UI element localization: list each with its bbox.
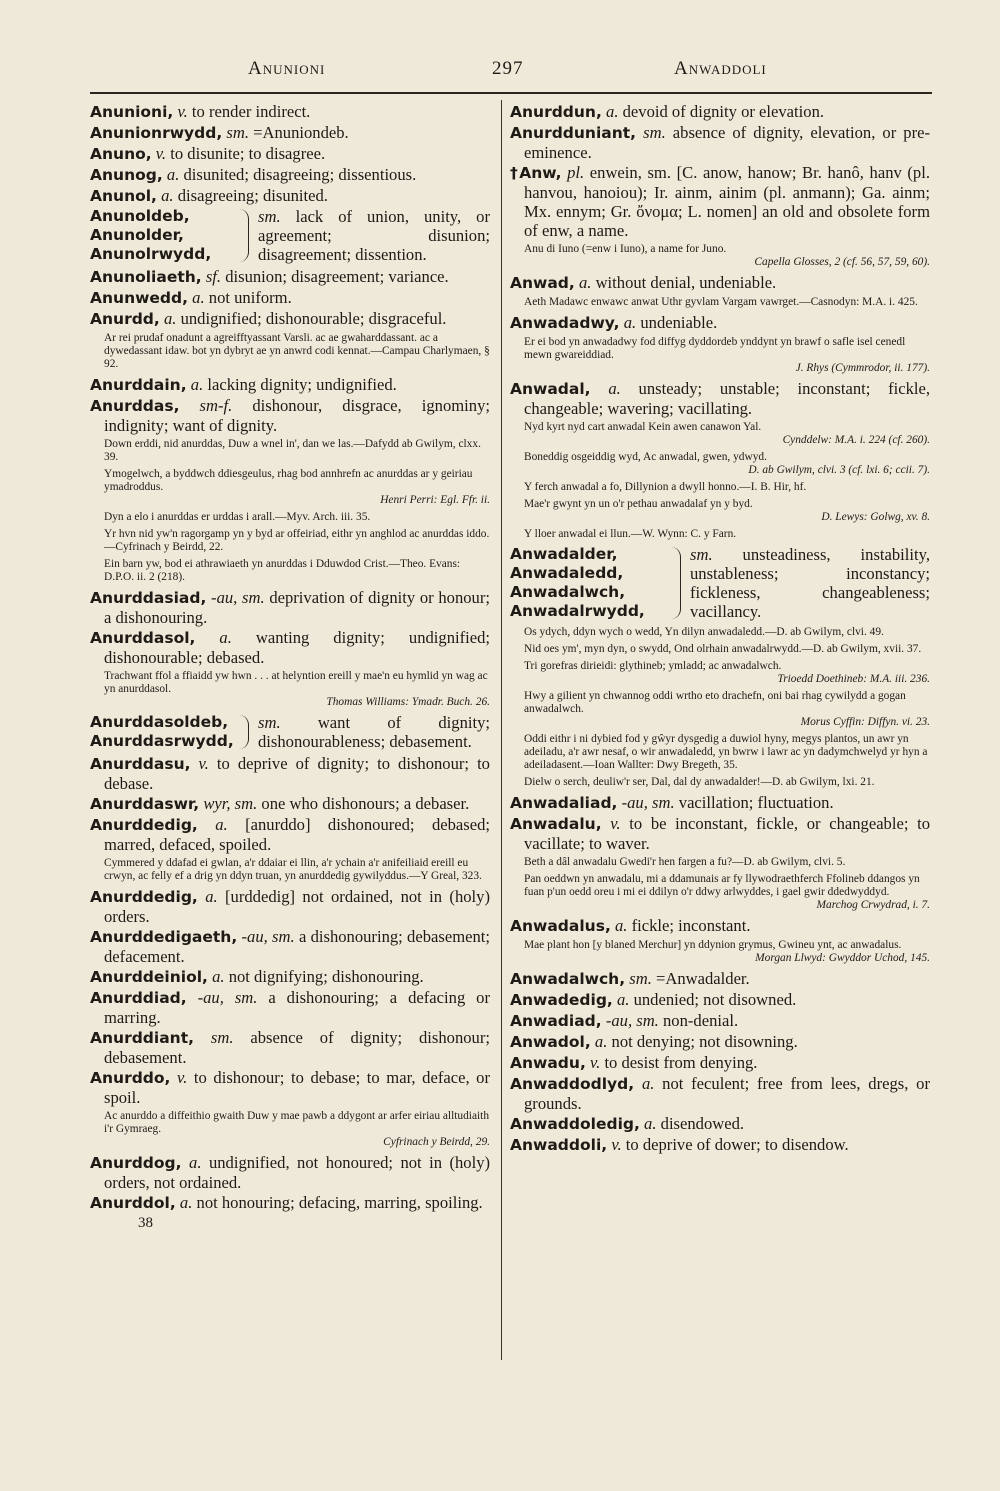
entry-part-of-speech: v.	[610, 814, 621, 833]
entry-part-of-speech: a.	[614, 916, 628, 935]
entry-part-of-speech: a.	[578, 273, 592, 292]
entry-citation	[104, 558, 490, 584]
entry-group	[510, 545, 930, 623]
page-footer-number: 38	[138, 1215, 153, 1231]
entry-definition: not honouring; defacing, marring, spoiling.	[196, 1193, 483, 1212]
entry-definition: [urddedig] not ordained, not in (holy) orders.	[104, 887, 490, 926]
entry-headword: Anunionrwydd,	[90, 124, 223, 142]
entry-headword: Anurddasoldeb,	[90, 713, 229, 731]
citation-text: Mae'r gwynt yn un o'r pethau anwadalaf yn y byd.	[524, 498, 753, 510]
dictionary-entry	[510, 990, 930, 1010]
dictionary-entry	[90, 967, 490, 987]
entry-headword: Anwadol,	[510, 1033, 591, 1051]
entry-definition: enwein, sm. [C. anow, hanow; Br. hanô, hanv (pl. hanvou, hanoiou); Ir. ainm, ainim (pl. anmann); Ga. ainm; Mx. ennym; Gr. ὄνομα; L. nomen] an old and obsolete form of enw, a name.	[524, 163, 930, 240]
entry-definition: fickle; inconstant.	[631, 916, 751, 935]
entry-part-of-speech: sm.	[690, 545, 713, 564]
entry-part-of-speech: a.	[212, 967, 225, 986]
dictionary-entry	[90, 165, 490, 185]
citation-text: Ar rei prudaf onadunt a agreifftyassant Varsli. ac ae gwaharddassant. ac a dywedassant idaw. bot yn dybryt ae yn anwrd codi kennat.—Campau Charlymaen, § 92.	[104, 332, 490, 370]
entry-headword: Anurdduniant,	[510, 124, 637, 142]
entry-part-of-speech: a.	[644, 1114, 657, 1133]
entry-citation	[104, 468, 490, 507]
entry-part-of-speech: a.	[163, 309, 177, 328]
column-divider	[501, 100, 502, 1360]
entry-part-of-speech: a.	[608, 379, 621, 398]
entry-citation	[104, 511, 490, 524]
entry-definition: vacillation; fluctuation.	[678, 793, 834, 812]
entry-definition: not denying; not disowning.	[611, 1032, 798, 1051]
entry-definition: absence of dignity; dishonour; debasement.	[104, 1028, 490, 1067]
dictionary-entry	[510, 1114, 930, 1134]
entry-definition: not feculent; free from lees, dregs, or grounds.	[524, 1074, 930, 1113]
entry-headword: Anwad,	[510, 274, 575, 292]
citation-source: Cynddelw: M.A. i. 224 (cf. 260).	[782, 434, 930, 446]
entry-citation	[524, 856, 930, 869]
citation-text: Dielw o serch, deuliw'r ser, Dal, dal dy anwadalder!—D. ab Gwilym, lxi. 21.	[524, 776, 875, 788]
citation-source: Cyfrinach y Beirdd, 29.	[383, 1136, 490, 1148]
citation-text: Os ydych, ddyn wych o wedd, Yn dilyn anwadaledd.—D. ab Gwilym, clvi. 49.	[524, 626, 884, 638]
entry-part-of-speech: a.	[219, 628, 232, 647]
dictionary-entry	[90, 123, 490, 143]
entry-definition: to desist from denying.	[604, 1053, 758, 1072]
entry-headword: Anurddedig,	[90, 816, 198, 834]
entry-headword: Anurddedig,	[90, 888, 198, 906]
citation-text: Ein barn yw, bod ei athrawiaeth yn anurddas i Dduwdod Crist.—Theo. Evans: D.P.O. ii. 2 (218).	[104, 558, 461, 583]
dictionary-entry	[510, 1053, 930, 1073]
entry-definition: devoid of dignity or elevation.	[622, 102, 825, 121]
citation-text: Beth a dâl anwadalu Gwedi'r hen fargen a fu?—D. ab Gwilym, clvi. 5.	[524, 856, 846, 868]
citation-source: D. Lewys: Golwg, xv. 8.	[821, 511, 930, 523]
citation-text: Y lloer anwadal ei llun.—W. Wynn: C. y Farn.	[524, 528, 737, 540]
dictionary-entry	[90, 754, 490, 793]
dictionary-entry	[90, 815, 490, 854]
entry-part-of-speech: sm.	[258, 713, 281, 732]
citation-text: Trachwant ffol a ffiaidd yw hwn . . . at helyntion ereill y mae'n eu hymlid yn wag ac yn anurddasol.	[104, 670, 488, 695]
entry-part-of-speech: a.	[190, 375, 204, 394]
group-headwords	[510, 545, 680, 621]
entry-headword: Anunioni,	[90, 103, 174, 121]
dictionary-entry	[510, 102, 930, 122]
citation-text: Yr hvn nid yw'n ragorgamp yn y byd ar offeiriad, eithr yn anghlod ac anurddas iddo.—Cyfrinach y Beirdd, 22.	[104, 528, 490, 553]
citation-text: Er ei bod yn anwadadwy fod diffyg dyddordeb ynddynt yn brawf o safle isel cenedl mewn gwareiddiad.	[524, 336, 906, 361]
entry-part-of-speech: sm.	[210, 1028, 234, 1047]
right-column	[510, 102, 930, 1156]
entry-definition: undignified, not honoured; not in (holy) orders, not ordained.	[104, 1153, 491, 1192]
entry-headword: Anurddasiad,	[90, 589, 207, 607]
entry-headword: Anurddaswr,	[90, 795, 200, 813]
entry-headword: †Anw,	[510, 164, 562, 182]
entry-headword: Anurdd,	[90, 310, 160, 328]
citation-text: Y ferch anwadal a fo, Dillynion a dwyll honno.—I. B. Hir, hf.	[524, 481, 807, 493]
entry-definition: =Anwadalder.	[656, 969, 750, 988]
entry-citation	[104, 438, 490, 464]
citation-text: Pan oeddwn yn anwadalu, mi a ddamunais ar fy llywodraethferch Ffolineb ddangos yn fuan p'un oedd oreu i mi ei ddilyn o'r ddwy arlwyddes, i gael gwir ddedwyddyd.	[524, 873, 920, 898]
header-left-guideword: Anunioni	[248, 58, 326, 79]
entry-definition: without denial, undeniable.	[595, 273, 777, 292]
citation-text: Nid oes ym', myn dyn, o swydd, Ond olrhain anwadalrwydd.—D. ab Gwilym, xvii. 37.	[524, 643, 922, 655]
entry-citation	[104, 670, 490, 709]
entry-part-of-speech: a.	[166, 165, 180, 184]
citation-text: Oddi eithr i ni dybied fod y gŵyr dysgedig a duwiol hyny, megys plantos, un awr yn adeiladu, a'r awr nesaf, o wir anwadaledd, yn bwrw i lawr ac yn dadymchwelyd yr hyn a adeiladasent.—Ioan Wallter: Dwy Bregeth, 35.	[524, 733, 928, 771]
entry-headword: Anurddasol,	[90, 629, 196, 647]
entry-headword: Anurddasu,	[90, 755, 191, 773]
entry-definition: disagreeing; disunited.	[177, 186, 328, 205]
entry-part-of-speech: a.	[215, 815, 228, 834]
dictionary-entry	[510, 163, 930, 240]
entry-part-of-speech: a.	[192, 288, 205, 307]
entry-citation	[524, 296, 930, 309]
entry-group	[90, 713, 490, 753]
entry-definition: disendowed.	[660, 1114, 745, 1133]
citation-source: Marchog Crwydrad, i. 7.	[816, 899, 930, 911]
entry-definition: dishonour, disgrace, ignominy; indignity; want of dignity.	[104, 396, 490, 435]
entry-headword: Anunwedd,	[90, 289, 189, 307]
entry-citation	[524, 243, 930, 269]
dictionary-entry	[90, 375, 490, 395]
dictionary-entry	[90, 794, 490, 814]
entry-part-of-speech: pl.	[567, 163, 585, 182]
citation-text: Dyn a elo i anurddas er urddas i arall.—Myv. Arch. iii. 35.	[104, 511, 371, 523]
entry-headword: Anurddedigaeth,	[90, 928, 238, 946]
entry-headword: Anwadu,	[510, 1054, 586, 1072]
entry-citation	[524, 336, 930, 375]
entry-headword: Anwadaliad,	[510, 794, 618, 812]
entry-definition: a dishonouring; a defacing or marring.	[104, 988, 491, 1027]
dictionary-entry	[90, 144, 490, 164]
citation-text: Cymmered y ddafad ei gwlan, a'r ddaiar ei llin, a'r ychain a'r anifeiliaid ereill eu crwyn, ac felly ef a drig yn ddyn truan, yn anurddedig gywilyddus.—Y Greal, 323.	[104, 857, 482, 882]
citation-text: Anu di Iuno (=enw i Iuno), a name for Juno.	[524, 243, 727, 255]
group-brace	[670, 547, 681, 619]
entry-part-of-speech: sm-f.	[199, 396, 233, 415]
dictionary-entry	[90, 1153, 490, 1192]
entry-headword: Anunolrwydd,	[90, 245, 212, 263]
dictionary-entry	[510, 379, 930, 418]
dictionary-entry	[90, 588, 490, 627]
dictionary-entry	[90, 102, 490, 122]
dictionary-entry	[90, 1193, 490, 1213]
entry-headword: Anwadalus,	[510, 917, 611, 935]
entry-definition: to dishonour; to debase; to mar, deface, or spoil.	[104, 1068, 490, 1107]
entry-definition: sm. lack of union, unity, or agreement; disunion; disagreement; dissention.	[258, 207, 490, 264]
entry-citation	[104, 332, 490, 371]
entry-citation	[104, 1110, 490, 1149]
citation-source: Morus Cyffin: Diffyn. vi. 23.	[800, 716, 930, 728]
entry-headword: Anurddiant,	[90, 1029, 195, 1047]
citation-text: Aeth Madawc enwawc anwat Uthr gyvlam Vargam vawrget.—Casnodyn: M.A. i. 425.	[524, 296, 918, 308]
dictionary-entry	[90, 927, 490, 966]
dictionary-entry	[90, 988, 490, 1027]
entry-citation	[524, 626, 930, 639]
entry-definition: undenied; not disowned.	[633, 990, 797, 1009]
dictionary-entry	[510, 793, 930, 813]
entry-part-of-speech: -au, sm.	[241, 927, 295, 946]
entry-definition: absence of dignity, elevation, or pre-eminence.	[524, 123, 930, 162]
entry-definition: to deprive of dower; to disendow.	[625, 1135, 849, 1154]
entry-citation	[104, 857, 490, 883]
citation-source: Capella Glosses, 2 (cf. 56, 57, 59, 60).	[754, 256, 930, 268]
entry-citation	[524, 776, 930, 789]
entry-definition: to deprive of dignity; to dishonour; to debase.	[104, 754, 490, 793]
entry-headword: Anwadiad,	[510, 1012, 602, 1030]
dictionary-entry	[510, 123, 930, 162]
entry-part-of-speech: a.	[641, 1074, 655, 1093]
citation-source: J. Rhys (Cymmrodor, ii. 177).	[795, 362, 930, 374]
entry-definition: lacking dignity; undignified.	[207, 375, 397, 394]
entry-headword: Anwaddoledig,	[510, 1115, 640, 1133]
entry-headword: Anurddasrwydd,	[90, 732, 234, 750]
dictionary-entry	[510, 273, 930, 293]
entry-part-of-speech: -au, sm.	[197, 988, 258, 1007]
page-number: 297	[492, 58, 524, 79]
dictionary-entry	[510, 1032, 930, 1052]
entry-citation	[524, 690, 930, 729]
entry-group	[90, 207, 490, 266]
entry-headword: Anwaddodlyd,	[510, 1075, 635, 1093]
entry-headword: Anurddiad,	[90, 989, 187, 1007]
entry-part-of-speech: sm.	[643, 123, 666, 142]
entry-part-of-speech: v.	[611, 1135, 622, 1154]
entry-citation	[524, 660, 930, 686]
dictionary-entry	[90, 887, 490, 926]
entry-headword: Anunog,	[90, 166, 163, 184]
dictionary-entry	[510, 1011, 930, 1031]
entry-part-of-speech: v.	[177, 1068, 188, 1087]
entry-headword: Anunol,	[90, 187, 157, 205]
entry-headword: Anurddol,	[90, 1194, 176, 1212]
entry-citation	[524, 481, 930, 494]
dictionary-entry	[90, 267, 490, 287]
entry-definition: not dignifying; dishonouring.	[228, 967, 424, 986]
entry-part-of-speech: a.	[189, 1153, 202, 1172]
dictionary-entry	[510, 313, 930, 333]
dictionary-entry	[90, 396, 490, 435]
entry-headword: Anwadadwy,	[510, 314, 620, 332]
entry-headword: Anwadaledd,	[510, 564, 624, 582]
entry-definition: disunited; disagreeing; dissentious.	[183, 165, 417, 184]
dictionary-entry	[510, 1135, 930, 1155]
entry-definition: undignified; dishonourable; disgraceful.	[180, 309, 447, 328]
entry-definition: sm. unsteadiness, instability, unstableness; inconstancy; fickleness, changeableness; vacillancy.	[690, 545, 930, 621]
entry-headword: Anunolder,	[90, 226, 184, 244]
entry-part-of-speech: sm.	[258, 207, 281, 226]
entry-citation	[524, 451, 930, 477]
entry-definition: disunion; disagreement; variance.	[225, 267, 449, 286]
citation-text: Mae plant hon [y blaned Merchur] yn ddynion grymus, Gwineu ynt, ac anwadalus.	[524, 939, 902, 951]
citation-text: Ac anurddo a diffeithio gwaith Duw y mae pawb a ddygont ar arfer eiriau alltudiaith i'r Gymraeg.	[104, 1110, 490, 1135]
entry-headword: Anwadalrwydd,	[510, 602, 645, 620]
entry-headword: Anunoliaeth,	[90, 268, 202, 286]
entry-citation	[524, 873, 930, 912]
entry-definition: non-denial.	[663, 1011, 739, 1030]
entry-citation	[524, 528, 930, 541]
entry-definition: wanting dignity; undignified; dishonourable; debased.	[104, 628, 491, 667]
citation-text: Tri gorefras dirieidi: glythineb; ymladd; ac anwadalwch.	[524, 660, 782, 672]
left-column	[90, 102, 490, 1232]
entry-headword: Anwadalwch,	[510, 583, 626, 601]
citation-source: Henri Perri: Egl. Ffr. ii.	[380, 494, 490, 506]
entry-part-of-speech: -au, sm.	[621, 793, 675, 812]
entry-definition: one who dishonours; a debaser.	[261, 794, 470, 813]
entry-part-of-speech: -au, sm.	[211, 588, 265, 607]
entry-part-of-speech: a.	[179, 1193, 193, 1212]
entry-definition: unsteady; unstable; inconstant; fickle, changeable; wavering; vacillating.	[524, 379, 930, 418]
entry-citation	[524, 733, 930, 772]
dictionary-entry	[90, 288, 490, 308]
entry-headword: Anurddeiniol,	[90, 968, 208, 986]
citation-text: Down erddi, nid anurddas, Duw a wnel in', dan we las.—Dafydd ab Gwilym, clxx. 39.	[104, 438, 481, 463]
dictionary-entry	[90, 1068, 490, 1107]
entry-definition: a dishonouring; debasement; defacement.	[104, 927, 490, 966]
entry-headword: Anuno,	[90, 145, 152, 163]
entry-part-of-speech: wyr, sm.	[203, 794, 258, 813]
entry-citation	[524, 498, 930, 524]
entry-part-of-speech: -au, sm.	[605, 1011, 659, 1030]
dictionary-entry	[510, 814, 930, 853]
entry-part-of-speech: a.	[606, 102, 619, 121]
entry-part-of-speech: a.	[161, 186, 174, 205]
entry-part-of-speech: v.	[155, 144, 167, 163]
entry-definition: to render indirect.	[191, 102, 311, 121]
citation-source: D. ab Gwilym, clvi. 3 (cf. lxi. 6; ccii. 7).	[748, 464, 930, 476]
group-brace	[238, 715, 249, 749]
group-brace	[238, 209, 249, 262]
dictionary-entry	[510, 916, 930, 936]
entry-definition: to disunite; to disagree.	[170, 144, 326, 163]
header-rule	[90, 92, 932, 94]
entry-citation	[104, 528, 490, 554]
entry-part-of-speech: v.	[198, 754, 209, 773]
citation-text: Boneddig osgeiddig wyd, Ac anwadal, gwen, ydwyd.	[524, 451, 767, 463]
entry-headword: Anurddun,	[510, 103, 602, 121]
dictionary-entry	[90, 309, 490, 329]
entry-headword: Anurddog,	[90, 1154, 182, 1172]
entry-headword: Anwaddoli,	[510, 1136, 608, 1154]
entry-part-of-speech: a.	[594, 1032, 608, 1051]
citation-text: Hwy a gilient yn chwannog oddi wrtho eto drachefn, oni bai rhag cywilydd a gogan anwadalwch.	[524, 690, 906, 715]
group-headwords	[90, 713, 260, 751]
entry-headword: Anurddas,	[90, 397, 180, 415]
entry-definition: to be inconstant, fickle, or changeable; to vacillate; to waver.	[524, 814, 931, 853]
citation-text: Ymogelwch, a byddwch ddiesgeulus, rhag bod annhrefn ac anurddas ar y geiriau ymadroddus.	[104, 468, 473, 493]
dictionary-entry	[90, 628, 490, 667]
entry-definition: undeniable.	[640, 313, 718, 332]
dictionary-entry	[90, 186, 490, 206]
citation-source: Thomas Williams: Ymadr. Buch. 26.	[326, 696, 490, 708]
entry-part-of-speech: a.	[616, 990, 630, 1009]
citation-text: Nyd kyrt nyd cart anwadal Kein awen canawon Yal.	[524, 421, 762, 433]
entry-headword: Anwadal,	[510, 380, 591, 398]
entry-headword: Anunoldeb,	[90, 207, 190, 225]
entry-headword: Anwadalder,	[510, 545, 618, 563]
entry-definition: sm. want of dignity; dishonourableness; debasement.	[258, 713, 490, 751]
entry-part-of-speech: a.	[623, 313, 637, 332]
entry-part-of-speech: sm.	[629, 969, 652, 988]
entry-definition: =Anuniondeb.	[253, 123, 349, 142]
group-headwords	[90, 207, 260, 264]
page-header	[90, 58, 932, 86]
dictionary-entry	[510, 969, 930, 989]
entry-headword: Anurddo,	[90, 1069, 171, 1087]
entry-definition: not uniform.	[208, 288, 292, 307]
entry-headword: Anwadalwch,	[510, 970, 626, 988]
dictionary-entry	[90, 1028, 490, 1067]
entry-headword: Anwadalu,	[510, 815, 602, 833]
entry-part-of-speech: sf.	[205, 267, 222, 286]
entry-definition: deprivation of dignity or honour; a dishonouring.	[104, 588, 490, 627]
entry-citation	[524, 643, 930, 656]
entry-part-of-speech: sm.	[226, 123, 249, 142]
entry-citation	[524, 421, 930, 447]
entry-definition: [anurddo] dishonoured; debased; marred, defaced, spoiled.	[104, 815, 490, 854]
entry-citation	[524, 939, 930, 965]
entry-headword: Anwadedig,	[510, 991, 613, 1009]
citation-source: Trioedd Doethineb: M.A. iii. 236.	[777, 673, 930, 685]
entry-part-of-speech: a.	[205, 887, 218, 906]
entry-headword: Anurddain,	[90, 376, 187, 394]
entry-part-of-speech: v.	[589, 1053, 601, 1072]
citation-source: Morgan Llwyd: Gwyddor Uchod, 145.	[755, 952, 930, 964]
header-right-guideword: Anwaddoli	[674, 58, 767, 79]
dictionary-entry	[510, 1074, 930, 1113]
entry-part-of-speech: v.	[177, 102, 188, 121]
